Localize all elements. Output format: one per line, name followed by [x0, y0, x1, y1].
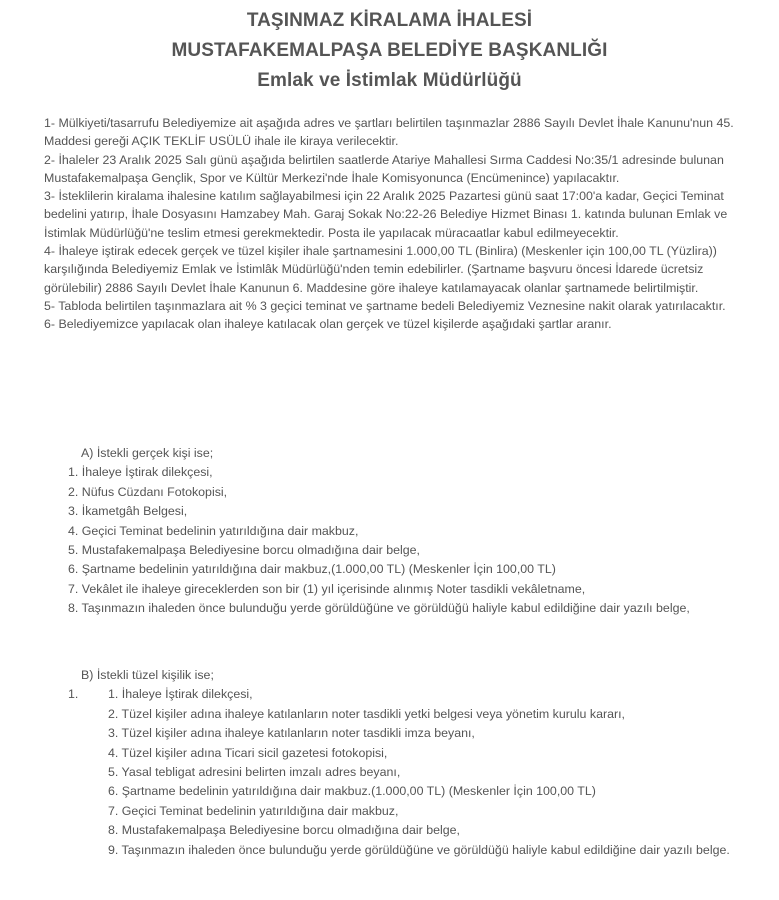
list-item: 8. Mustafakemalpaşa Belediyesine borcu olmadığına dair belge, [108, 823, 460, 838]
section-b-outer-item [68, 685, 768, 860]
section-a-list [68, 463, 768, 618]
title-municipality: MUSTAFAKEMALPAŞA BELEDİYE BAŞKANLIĞI [171, 40, 608, 61]
outer-list-number: 1. [68, 687, 79, 702]
section-legal-entity [68, 666, 768, 860]
clause-4: 4- İhaleye iştirak edecek gerçek ve tüzel kişiler ihale şartnamesini 1.000,00 TL (Binlira) (Meskenler için 100,00 TL (Yüzlira)) karşılığında Belediyemiz Emlak ve İstimlâk Müdürlüğü'nden temin edebilirler. (Şartname başvuru öncesi İdarede ücretsiz görülebilir) 2886 Sayılı Devlet İhale Kanunun 6. Maddesine göre ihaleye katılamayacak olanlar şartnamede belirtilmiştir. [44, 244, 717, 295]
clause-2: 2- İhaleler 23 Aralık 2025 Salı günü aşağıda belirtilen saatlerde Atariye Mahallesi Sırma Caddesi No:35/1 adresinde bulunan Mustafakemalpaşa Gençlik, Spor ve Kültür Merkezi'nde İhale Komisyonunca (Encümenince) yapılacaktır. [44, 152, 724, 185]
document-header [0, 0, 779, 96]
section-b-list [108, 685, 758, 860]
list-item: 3. Tüzel kişiler adına ihaleye katılanların noter tasdikli imza beyanı, [108, 726, 475, 741]
list-item: 4. Geçici Teminat bedelinin yatırıldığına dair makbuz, [68, 523, 359, 538]
clause-5: 5- Tabloda belirtilen taşınmazlara ait % 3 geçici teminat ve şartname bedeli Belediyemiz Veznesine nakit olarak yatırılacaktır. [44, 298, 726, 313]
clause-3: 3- İsteklilerin kiralama ihalesine katılım sağlayabilmesi için 22 Aralık 2025 Pazartesi günü saat 17:00'a kadar, Geçici Teminat bedelini yatırıp, İhale Dosyasını Hamzabey Mah. Garaj Sokak No:22-26 Belediye Hizmet Binası 1. katında bulunan Emlak ve İstimlak Müdürlüğü'ne teslim etmesi gerekmektedir. Posta ile yapılacak müracaatlar kabul edilmeyecektir. [44, 189, 728, 240]
list-item: 3. İkametgâh Belgesi, [68, 504, 188, 519]
title-tender: TAŞINMAZ KİRALAMA İHALESİ [246, 10, 533, 31]
section-a-heading: A) İstekli gerçek kişi ise; [81, 446, 214, 460]
list-item: 2. Nüfus Cüzdanı Fotokopisi, [68, 484, 228, 499]
list-item: 7. Vekâlet ile ihaleye gireceklerden son bir (1) yıl içerisinde alınmış Noter tasdikli vekâletname, [68, 581, 586, 596]
intro-clauses [44, 114, 764, 334]
list-item: 9. Taşınmazın ihaleden önce bulunduğu yerde görüldüğüne ve görüldüğü haliyle kabul edildiğine dair yazılı belge. [108, 842, 730, 857]
list-item: 6. Şartname bedelinin yatırıldığına dair makbuz,(1.000,00 TL) (Meskenler İçin 100,00 TL) [68, 562, 556, 577]
section-real-person [68, 444, 768, 619]
list-item: 5. Yasal tebligat adresini belirten imzalı adres beyanı, [108, 765, 401, 780]
clause-6: 6- Belediyemizce yapılacak olan ihaleye katılacak olan gerçek ve tüzel kişilerde aşağıdaki şartlar aranır. [44, 317, 612, 332]
list-item: 2. Tüzel kişiler adına ihaleye katılanların noter tasdikli yetki belgesi veya yönetim kurulu kararı, [108, 706, 625, 721]
title-department: Emlak ve İstimlak Müdürlüğü [257, 70, 522, 91]
list-item: 1. İhaleye İştirak dilekçesi, [68, 465, 213, 480]
list-item: 7. Geçici Teminat bedelinin yatırıldığına dair makbuz, [108, 803, 399, 818]
section-b-heading: B) İstekli tüzel kişilik ise; [81, 668, 214, 682]
list-item: 4. Tüzel kişiler adına Ticari sicil gazetesi fotokopisi, [108, 745, 388, 760]
list-item: 1. İhaleye İştirak dilekçesi, [108, 687, 253, 702]
list-item: 5. Mustafakemalpaşa Belediyesine borcu olmadığına dair belge, [68, 543, 420, 558]
clause-1: 1- Mülkiyeti/tasarrufu Belediyemize ait aşağıda adres ve şartları belirtilen taşınmazlar 2886 Sayılı Devlet İhale Kanunu'nun 45. Maddesi gereği AÇIK TEKLİF USÜLÜ ihale ile kiraya verilecektir. [44, 116, 734, 149]
list-item: 6. Şartname bedelinin yatırıldığına dair makbuz.(1.000,00 TL) (Meskenler İçin 100,00 TL) [108, 784, 596, 799]
list-item: 8. Taşınmazın ihaleden önce bulunduğu yerde görüldüğüne ve görüldüğü haliyle kabul edildiğine dair yazılı belge, [68, 601, 690, 616]
